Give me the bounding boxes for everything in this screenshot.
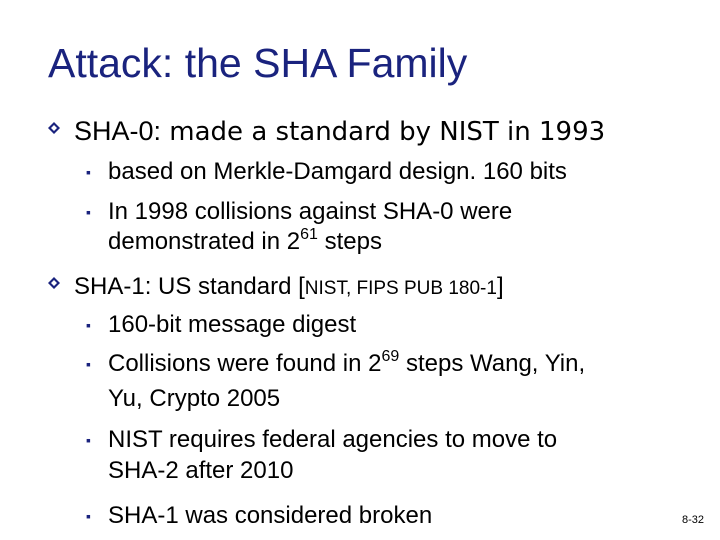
- sub-bullet: [86, 198, 512, 256]
- sub-bullet-line2: [108, 228, 512, 256]
- text-part: steps: [317, 228, 382, 255]
- square-bullet-icon: ▪: [86, 317, 91, 333]
- page-number: 8-32: [681, 514, 704, 526]
- sub-bullet-text: SHA-1 was considered broken: [108, 502, 433, 529]
- bullet-sha0-text: made a standard by NIST in 1993: [161, 117, 606, 147]
- text-part: Collisions were found in 2: [108, 350, 382, 377]
- bullet-sha1: [48, 272, 504, 304]
- sub-bullet: [86, 502, 432, 530]
- bullet-sha0: [48, 116, 605, 148]
- square-bullet-icon: ▪: [86, 164, 91, 180]
- square-bullet-icon: ▪: [86, 356, 91, 372]
- sub-bullet-text: based on Merkle-Damgard design. 160 bits: [108, 158, 567, 185]
- sub-bullet: [86, 158, 567, 186]
- sub-bullet-line1: In 1998 collisions against SHA-0 were: [108, 198, 513, 225]
- text-part: steps Wang, Yin,: [399, 350, 586, 377]
- sub-bullet: [86, 311, 356, 339]
- superscript: 61: [300, 226, 318, 243]
- bullet-sha0-prefix: SHA-0:: [74, 116, 162, 146]
- superscript: 69: [381, 348, 400, 365]
- diamond-bullet-icon: [48, 115, 74, 145]
- sub-bullet-line1: NIST requires federal agencies to move to: [108, 426, 558, 453]
- square-bullet-icon: ▪: [86, 204, 91, 220]
- sub-bullet-line2: Yu, Crypto 2005: [108, 385, 281, 412]
- sub-bullet-text: 160-bit message digest: [108, 311, 357, 338]
- sub-bullet: [86, 426, 557, 485]
- slide-title: Attack: the SHA Family: [48, 40, 468, 86]
- square-bullet-icon: ▪: [86, 508, 91, 524]
- sub-bullet: [86, 350, 585, 413]
- bullet-sha1-suffix: ]: [496, 273, 504, 300]
- text-part: demonstrated in 2: [108, 228, 301, 255]
- diamond-bullet-icon: [48, 270, 74, 300]
- sub-bullet-line1: [108, 350, 585, 378]
- square-bullet-icon: ▪: [86, 432, 91, 448]
- bullet-sha1-small: NIST, FIPS PUB 180-1: [304, 278, 497, 299]
- bullet-sha1-prefix: SHA-1: US standard [: [74, 273, 305, 300]
- sub-bullet-line2: SHA-2 after 2010: [108, 457, 294, 484]
